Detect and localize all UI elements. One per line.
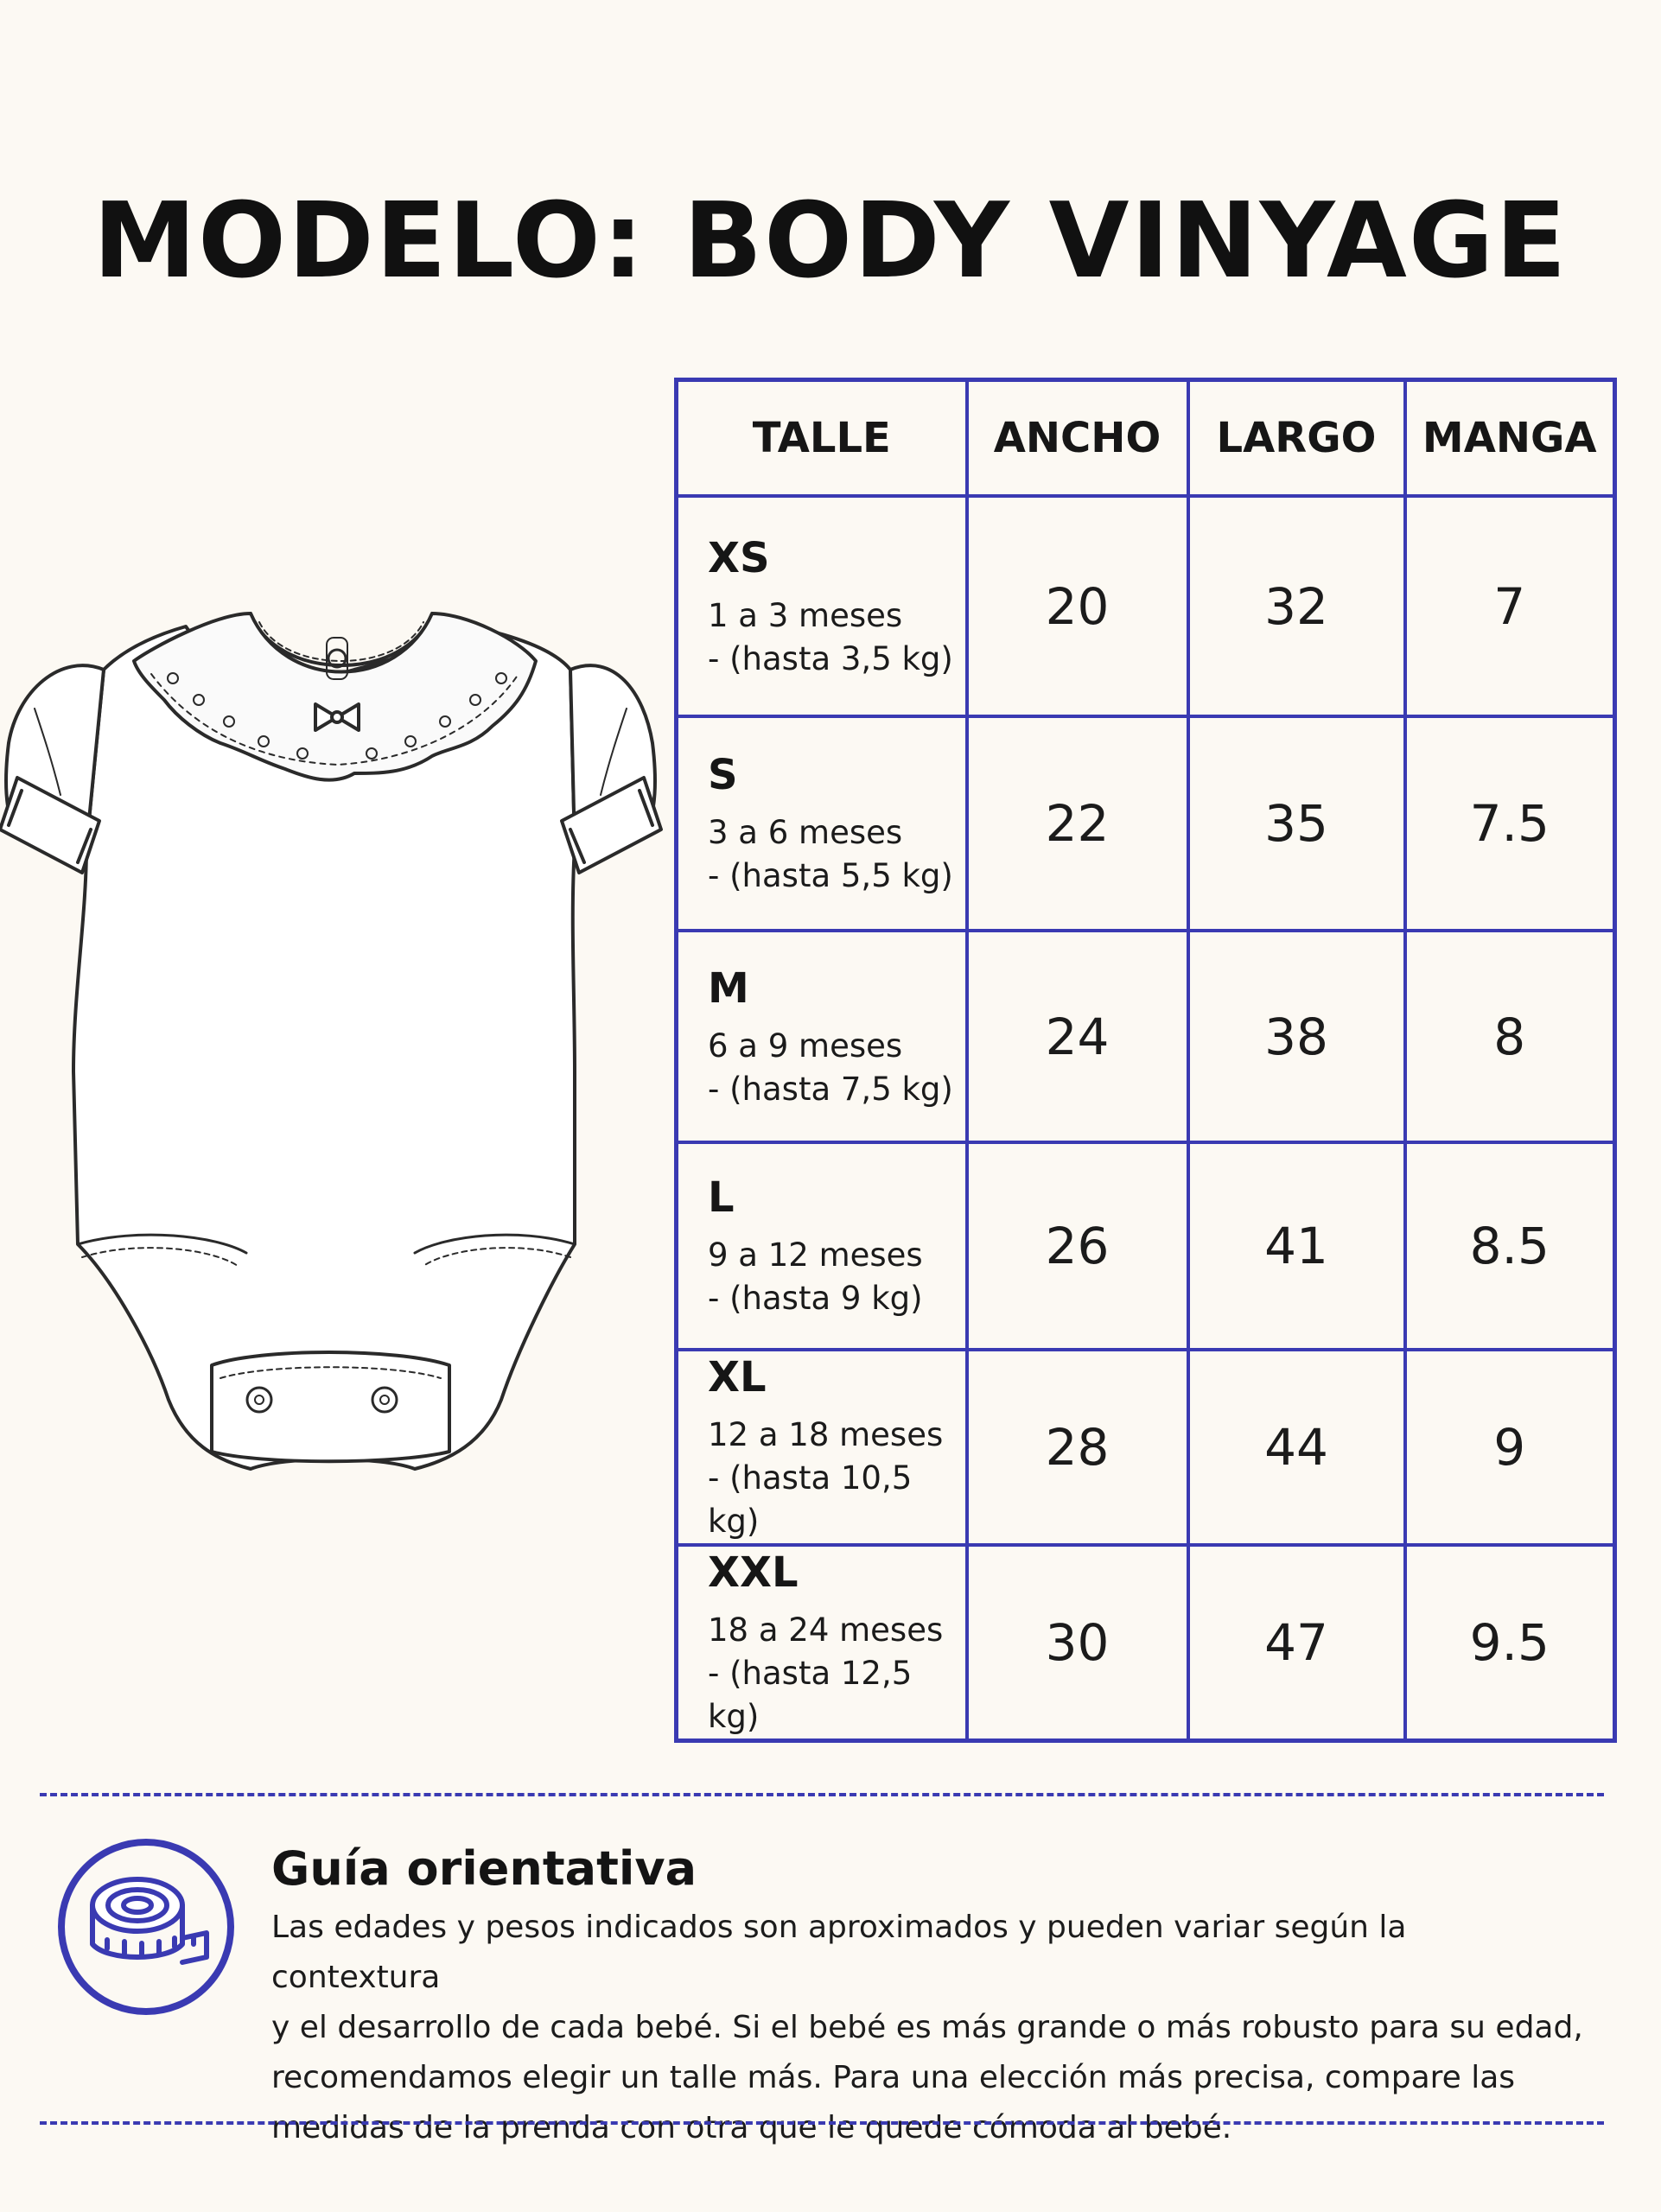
size-age: 18 a 24 meses <box>708 1611 944 1649</box>
header-largo: LARGO <box>1188 380 1405 497</box>
header-ancho: ANCHO <box>967 380 1188 497</box>
divider-top <box>40 1793 1604 1796</box>
size-label: S <box>708 751 738 799</box>
size-weight: - (hasta 7,5 kg) <box>708 1070 953 1108</box>
largo-value: 44 <box>1188 1350 1405 1545</box>
size-age: 1 a 3 meses <box>708 596 903 634</box>
size-weight: - (hasta 3,5 kg) <box>708 639 953 677</box>
largo-value: 38 <box>1188 931 1405 1142</box>
manga-value: 8 <box>1405 931 1615 1142</box>
ancho-value: 28 <box>967 1350 1188 1545</box>
table-row <box>677 1545 1615 1741</box>
size-cell <box>677 1142 967 1350</box>
table-row <box>677 1142 1615 1350</box>
largo-value: 41 <box>1188 1142 1405 1350</box>
guide-text <box>271 1903 1585 2153</box>
manga-value: 7.5 <box>1405 716 1615 931</box>
ancho-value: 22 <box>967 716 1188 931</box>
page-title: MODELO: BODY VINYAGE <box>92 181 1569 302</box>
guide-line: Las edades y pesos indicados son aproximados y pueden variar según la contextura <box>271 1910 1407 1995</box>
size-weight: - (hasta 12,5 kg) <box>708 1655 913 1735</box>
ancho-value: 24 <box>967 931 1188 1142</box>
largo-value: 47 <box>1188 1545 1405 1741</box>
table-header-row <box>677 380 1615 497</box>
size-label: XXL <box>708 1548 799 1597</box>
size-weight: - (hasta 5,5 kg) <box>708 857 953 894</box>
size-cell <box>677 496 967 716</box>
size-age: 12 a 18 meses <box>708 1416 944 1453</box>
table-row <box>677 496 1615 716</box>
size-weight: - (hasta 10,5 kg) <box>708 1459 913 1540</box>
measuring-tape-icon <box>55 1836 237 2018</box>
table-row <box>677 1350 1615 1545</box>
divider-bottom <box>40 2121 1604 2125</box>
header-manga: MANGA <box>1405 380 1615 497</box>
size-cell <box>677 931 967 1142</box>
size-table <box>674 378 1617 1743</box>
guide-line: y el desarrollo de cada bebé. Si el bebé es más grande o más robusto para su edad, <box>271 2010 1583 2045</box>
size-age: 9 a 12 meses <box>708 1236 923 1274</box>
size-cell <box>677 1350 967 1545</box>
table-row <box>677 716 1615 931</box>
manga-value: 9 <box>1405 1350 1615 1545</box>
size-age: 6 a 9 meses <box>708 1027 903 1065</box>
largo-value: 32 <box>1188 496 1405 716</box>
ancho-value: 30 <box>967 1545 1188 1741</box>
size-label: M <box>708 963 749 1013</box>
header-talle: TALLE <box>677 380 967 497</box>
size-label: L <box>708 1173 735 1222</box>
manga-value: 9.5 <box>1405 1545 1615 1741</box>
size-label: XS <box>708 533 770 582</box>
manga-value: 7 <box>1405 496 1615 716</box>
manga-value: 8.5 <box>1405 1142 1615 1350</box>
size-label: XL <box>708 1353 767 1402</box>
size-age: 3 a 6 meses <box>708 814 903 851</box>
ancho-value: 26 <box>967 1142 1188 1350</box>
size-cell <box>677 1545 967 1741</box>
size-weight: - (hasta 9 kg) <box>708 1280 923 1317</box>
table-row <box>677 931 1615 1142</box>
size-cell <box>677 716 967 931</box>
ancho-value: 20 <box>967 496 1188 716</box>
guide-title: Guía orientativa <box>271 1841 697 1896</box>
guide-line: medidas de la prenda con otra que le quede cómoda al bebé. <box>271 2110 1232 2145</box>
baby-bodysuit-illustration <box>0 588 665 1503</box>
largo-value: 35 <box>1188 716 1405 931</box>
guide-line: recomendamos elegir un talle más. Para una elección más precisa, compare las <box>271 2060 1516 2095</box>
